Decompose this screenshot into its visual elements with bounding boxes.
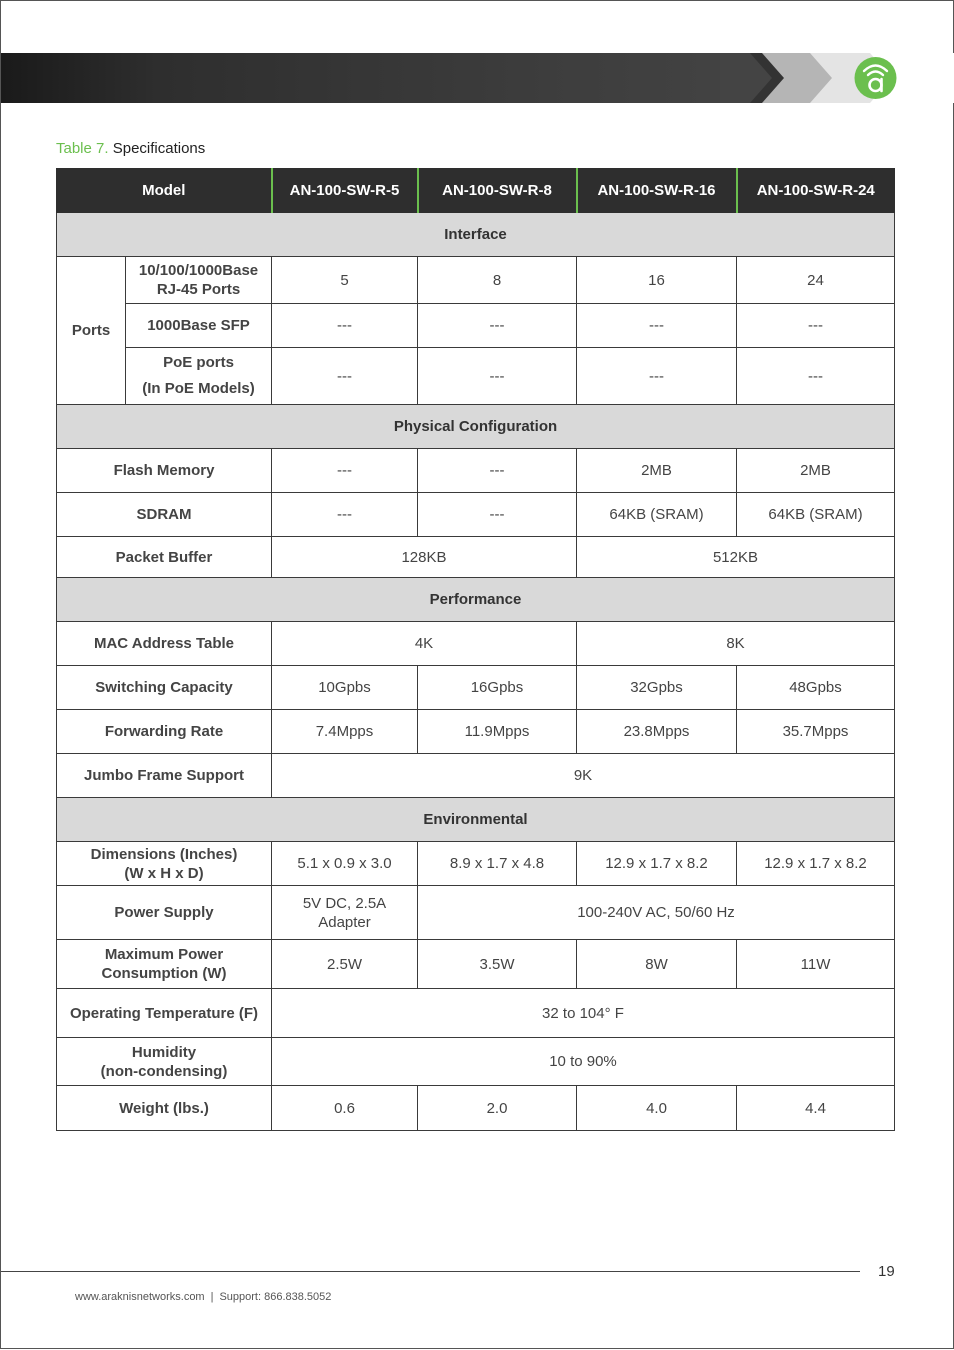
row-label-sdram: SDRAM [57, 493, 272, 537]
row-label-ports: Ports [57, 257, 126, 405]
table-row-mac-table [57, 622, 895, 666]
section-row-environmental [57, 798, 895, 842]
table-cell: --- [577, 348, 737, 405]
table-row-operating-temperature [57, 989, 895, 1038]
section-row-interface [57, 213, 895, 257]
table-row-sfp [57, 304, 895, 348]
table-row-jumbo-frame [57, 754, 895, 798]
page-title: 5. SPECIFICATIONS [257, 13, 523, 38]
table-cell: 4.0 [577, 1086, 737, 1131]
footer-contact [75, 1291, 331, 1303]
table-row-poe-ports [57, 348, 895, 405]
table-cell: 32Gpbs [577, 666, 737, 710]
table-cell: 4K [272, 622, 577, 666]
table-cell: 8K [577, 622, 895, 666]
table-cell: --- [272, 348, 418, 405]
rj45-label-line-2: RJ-45 Ports [156, 281, 241, 298]
section-heading-interface: Interface [57, 213, 895, 257]
table-row-rj45-ports [57, 257, 895, 304]
table-cell: --- [577, 304, 737, 348]
table-cell: 12.9 x 1.7 x 8.2 [577, 842, 737, 886]
table-cell: 9K [272, 754, 895, 798]
table-cell [272, 886, 418, 940]
table-cell: 4.4 [737, 1086, 895, 1131]
table-cell: 100-240V AC, 50/60 Hz [418, 886, 895, 940]
website-link[interactable]: www.araknisnetworks.com [75, 1291, 205, 1303]
row-label-switching-capacity: Switching Capacity [57, 666, 272, 710]
table-cell: 5 [272, 257, 418, 304]
section-row-performance [57, 578, 895, 622]
table-row-switching-capacity [57, 666, 895, 710]
table-cell: 10 to 90% [272, 1038, 895, 1086]
row-label-dimensions [57, 842, 272, 886]
power-supply-value-line-2: Adapter [318, 913, 371, 931]
table-caption-number: Table 7. [56, 140, 109, 157]
table-cell: 8 [418, 257, 577, 304]
row-label-power-supply: Power Supply [57, 886, 272, 940]
table-cell: 10Gpbs [272, 666, 418, 710]
table-cell: 64KB (SRAM) [737, 493, 895, 537]
poe-label-line-2: (In PoE Models) [142, 380, 255, 397]
max-power-label-line-1: Maximum Power [104, 946, 224, 963]
row-label-rj45-ports [126, 257, 272, 304]
section-heading-environmental: Environmental [57, 798, 895, 842]
table-row-power-supply [57, 886, 895, 940]
table-cell: 32 to 104° F [272, 989, 895, 1038]
row-label-flash-memory: Flash Memory [57, 449, 272, 493]
table-cell: 5.1 x 0.9 x 3.0 [272, 842, 418, 886]
table-header-row [57, 169, 895, 213]
table-row-weight [57, 1086, 895, 1131]
table-cell: 23.8Mpps [577, 710, 737, 754]
table-cell: 24 [737, 257, 895, 304]
table-caption [56, 140, 205, 157]
support-phone: Support: 866.838.5052 [219, 1291, 332, 1303]
rj45-label-line-1: 10/100/1000Base [138, 262, 259, 279]
page-number: 19 [878, 1263, 895, 1280]
section-heading-physical: Physical Configuration [57, 405, 895, 449]
header-dark-bar [1, 53, 781, 103]
table-cell: --- [272, 304, 418, 348]
humidity-label-line-2: (non-condensing) [100, 1062, 228, 1080]
humidity-label-line-1: Humidity [131, 1043, 197, 1061]
row-label-max-power [57, 940, 272, 989]
table-cell: --- [418, 304, 577, 348]
table-row-sdram [57, 493, 895, 537]
dimensions-label-line-1: Dimensions (Inches) [90, 845, 238, 863]
table-cell: 11W [737, 940, 895, 989]
table-cell: --- [737, 348, 895, 405]
row-label-packet-buffer: Packet Buffer [57, 537, 272, 578]
table-row-flash-memory [57, 449, 895, 493]
row-label-forwarding-rate: Forwarding Rate [57, 710, 272, 754]
table-cell: --- [737, 304, 895, 348]
table-cell: 12.9 x 1.7 x 8.2 [737, 842, 895, 886]
column-header-sw-r-16: AN-100-SW-R-16 [577, 169, 737, 213]
column-header-model: Model [57, 169, 272, 213]
table-cell: 512KB [577, 537, 895, 578]
table-cell: 48Gpbs [737, 666, 895, 710]
table-cell: 35.7Mpps [737, 710, 895, 754]
max-power-label-line-2: Consumption (W) [101, 965, 227, 982]
table-row-packet-buffer [57, 537, 895, 578]
row-label-sfp: 1000Base SFP [126, 304, 272, 348]
table-cell: 3.5W [418, 940, 577, 989]
table-row-max-power [57, 940, 895, 989]
table-cell: --- [418, 493, 577, 537]
section-row-physical [57, 405, 895, 449]
column-header-sw-r-24: AN-100-SW-R-24 [737, 169, 895, 213]
row-label-mac-table: MAC Address Table [57, 622, 272, 666]
table-cell: 8W [577, 940, 737, 989]
table-cell: 2.5W [272, 940, 418, 989]
table-cell: --- [272, 449, 418, 493]
araknis-logo-icon [850, 56, 901, 100]
table-row-forwarding-rate [57, 710, 895, 754]
table-caption-text: Specifications [112, 140, 206, 157]
row-label-operating-temperature: Operating Temperature (F) [57, 989, 272, 1038]
footer-separator: | [210, 1291, 214, 1303]
table-cell: 2MB [577, 449, 737, 493]
header-chevron-graphic [720, 53, 954, 103]
row-label-poe-ports [126, 348, 272, 405]
row-label-humidity [57, 1038, 272, 1086]
table-row-humidity [57, 1038, 895, 1086]
poe-label-line-1: PoE ports [163, 354, 234, 371]
table-cell: 11.9Mpps [418, 710, 577, 754]
table-cell: 8.9 x 1.7 x 4.8 [418, 842, 577, 886]
table-cell: 2.0 [418, 1086, 577, 1131]
row-label-jumbo-frame: Jumbo Frame Support [57, 754, 272, 798]
dimensions-label-line-2: (W x H x D) [124, 864, 204, 882]
table-cell: 2MB [737, 449, 895, 493]
table-cell: --- [272, 493, 418, 537]
table-cell: --- [418, 348, 577, 405]
table-cell: 128KB [272, 537, 577, 578]
specifications-table [56, 168, 895, 1131]
column-header-sw-r-5: AN-100-SW-R-5 [272, 169, 418, 213]
table-cell: 16Gpbs [418, 666, 577, 710]
table-cell: 64KB (SRAM) [577, 493, 737, 537]
footer-divider [1, 1271, 860, 1272]
table-cell: --- [418, 449, 577, 493]
column-header-sw-r-8: AN-100-SW-R-8 [418, 169, 577, 213]
row-label-weight: Weight (lbs.) [57, 1086, 272, 1131]
table-row-dimensions [57, 842, 895, 886]
power-supply-value-line-1: 5V DC, 2.5A [302, 894, 387, 912]
table-cell: 16 [577, 257, 737, 304]
table-cell: 0.6 [272, 1086, 418, 1131]
section-heading-performance: Performance [57, 578, 895, 622]
table-cell: 7.4Mpps [272, 710, 418, 754]
